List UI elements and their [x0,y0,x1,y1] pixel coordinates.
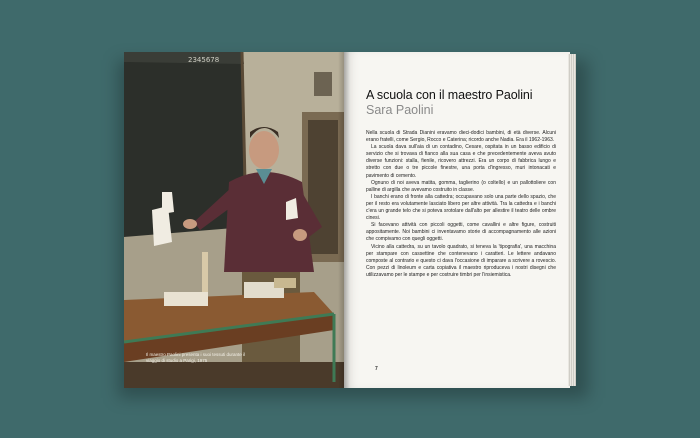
chapter-body [366,130,556,279]
paragraph: Vicino alla cattedra, su un tavolo quadrato, si teneva la 'tipografia', una macchina per stampare con cassettine che contenevano i caratteri. Le lettere andavano composte al contrario e questo ci dava l'occasione di imparare a scrivere a rovescio. Con pezzi di linoleum e carta copiativa il maestro riproduceva i nostri disegni che utilizzavamo per le stampe e per costruire timbri per l'insiemistica. [366,243,556,278]
right-page [344,52,570,388]
classroom-photo [124,52,344,388]
paragraph: Si facevano attività con piccoli oggetti, come cavallini e altre figure, costruiti appositamente. Noi bambini ci inventavamo storie di accompagnamento alle azioni che compivamo con quegli oggetti. [366,222,556,243]
paragraph: I banchi erano di fronte alla cattedra; occupavano solo una parte dello spazio, che per il resto era volutamente lasciato libero per altre attività. Tra la cattedra e i banchi c'era un grande telo che si poteva srotolare dall'alto per allestire il teatro delle ombre cinesi. [366,193,556,222]
book-gutter [338,52,350,388]
svg-text:2345678: 2345678 [188,56,220,64]
chapter-author: Sara Paolini [366,103,434,117]
open-book [124,52,576,388]
page-number: 7 [375,366,378,372]
left-page [124,52,344,388]
paragraph: Nella scuola di Strada Dianini eravamo dieci-dodici bambini, di età diverse. Alcuni erano fratelli, come Sergio, Rocco e Caterina; ricordo anche Nadia. Era il 1962-1963. [366,130,556,144]
photo-caption: Il maestro Paolini presenta i suoi tessuti durante il viaggio di studio a Parigi, 1975 [146,352,246,363]
paragraph: La scuola dava sull'aia di un contadino, Cesare, ospitata in un basso edificio di servizio che si trovava di fianco alla sua casa e che precedentemente aveva avuto diverse funzioni: stalla, fienile, ricovero attrezzi. Era un corpo di fabbrica lungo e stretto con due o tre piccole finestre, una porta d'ingresso, muri intonacati e pavimento di cemento. [366,144,556,179]
page-edges [568,54,576,386]
chapter-title: A scuola con il maestro Paolini [366,88,533,102]
paragraph: Ognuno di noi aveva matita, gomma, taglierino (o coltello) e un pallottoliere con palline di argilla che avevamo costruito in classe. [366,179,556,193]
